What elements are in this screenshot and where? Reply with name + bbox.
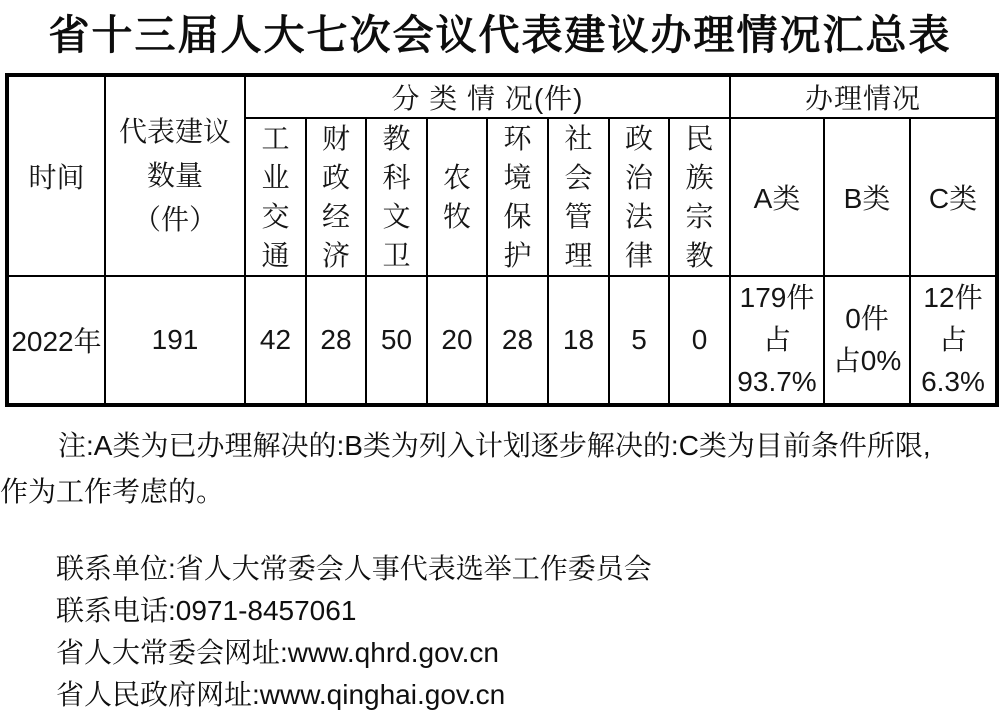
cell-industry-transport: 42 xyxy=(245,276,306,405)
header-category-finance-economy xyxy=(306,118,366,276)
header-category-agriculture xyxy=(427,118,487,276)
cell-type-a-count: 179件 xyxy=(739,282,815,313)
cell-agriculture: 20 xyxy=(427,276,487,405)
cell-politics-law: 5 xyxy=(609,276,669,405)
header-group-handling: 办理情况 xyxy=(730,75,997,118)
cell-type-a xyxy=(730,276,824,405)
note-line-2: 作为工作考虑的。 xyxy=(0,476,225,507)
header-category-finance-economy-text: 财政经济 xyxy=(321,123,350,271)
contact-unit: 联系单位:省人大常委会人事代表选举工作委员会 xyxy=(56,553,652,584)
header-category-education-science xyxy=(366,118,427,276)
contact-phone: 联系电话:0971-8457061 xyxy=(56,595,357,626)
header-suggestion-count-line3: （件） xyxy=(132,204,217,235)
header-category-environment-text: 环境保护 xyxy=(503,123,532,271)
cell-type-c xyxy=(910,276,997,405)
header-category-social-management xyxy=(548,118,609,276)
contact-block xyxy=(0,548,1000,716)
cell-type-b xyxy=(824,276,910,405)
header-type-a: A类 xyxy=(730,118,824,276)
page-title: 省十三届人大七次会议代表建议办理情况汇总表 xyxy=(48,12,952,58)
header-category-ethnic-religion xyxy=(669,118,730,276)
cell-type-a-zhan: 占 xyxy=(762,324,791,355)
header-category-industry-transport-text: 工业交通 xyxy=(261,123,290,271)
header-category-ethnic-religion-text: 民族宗教 xyxy=(685,123,714,271)
cell-finance-economy: 28 xyxy=(306,276,366,405)
header-type-b: B类 xyxy=(824,118,910,276)
header-category-industry-transport xyxy=(245,118,306,276)
note xyxy=(0,423,1000,515)
cell-social-management: 18 xyxy=(548,276,609,405)
cell-year: 2022年 xyxy=(7,276,105,405)
cell-type-b-count: 0件 xyxy=(845,303,889,334)
header-category-education-science-text: 教科文卫 xyxy=(382,123,411,271)
header-suggestion-count-line1: 代表建议 xyxy=(118,116,231,147)
contact-gov-website: 省人民政府网址:www.qinghai.gov.cn xyxy=(56,679,506,710)
cell-type-c-count: 12件 xyxy=(923,282,983,313)
header-suggestion-count-line2: 数量 xyxy=(146,160,203,191)
header-category-agriculture-text: 农牧 xyxy=(442,162,471,232)
cell-type-a-percent: 93.7% xyxy=(737,366,817,397)
cell-ethnic-religion: 0 xyxy=(669,276,730,405)
header-type-c: C类 xyxy=(910,118,997,276)
header-category-politics-law xyxy=(609,118,669,276)
note-line-1: 注:A类为已办理解决的:B类为列入计划逐步解决的:C类为目前条件所限, xyxy=(58,430,931,461)
header-group-classification: 分 类 情 况(件) xyxy=(245,75,730,118)
cell-type-b-percent: 占0% xyxy=(832,345,902,376)
summary-table xyxy=(5,73,999,407)
cell-type-c-percent: 占6.3% xyxy=(921,324,985,397)
contact-npc-website: 省人大常委会网址:www.qhrd.gov.cn xyxy=(56,637,499,668)
header-category-politics-law-text: 政治法律 xyxy=(624,123,653,271)
header-suggestion-count xyxy=(105,75,245,276)
cell-education-science: 50 xyxy=(366,276,427,405)
header-category-environment xyxy=(487,118,548,276)
table-row xyxy=(7,276,997,405)
header-category-social-management-text: 社会管理 xyxy=(564,123,593,271)
cell-environment: 28 xyxy=(487,276,548,405)
header-time: 时间 xyxy=(7,75,105,276)
cell-total: 191 xyxy=(105,276,245,405)
